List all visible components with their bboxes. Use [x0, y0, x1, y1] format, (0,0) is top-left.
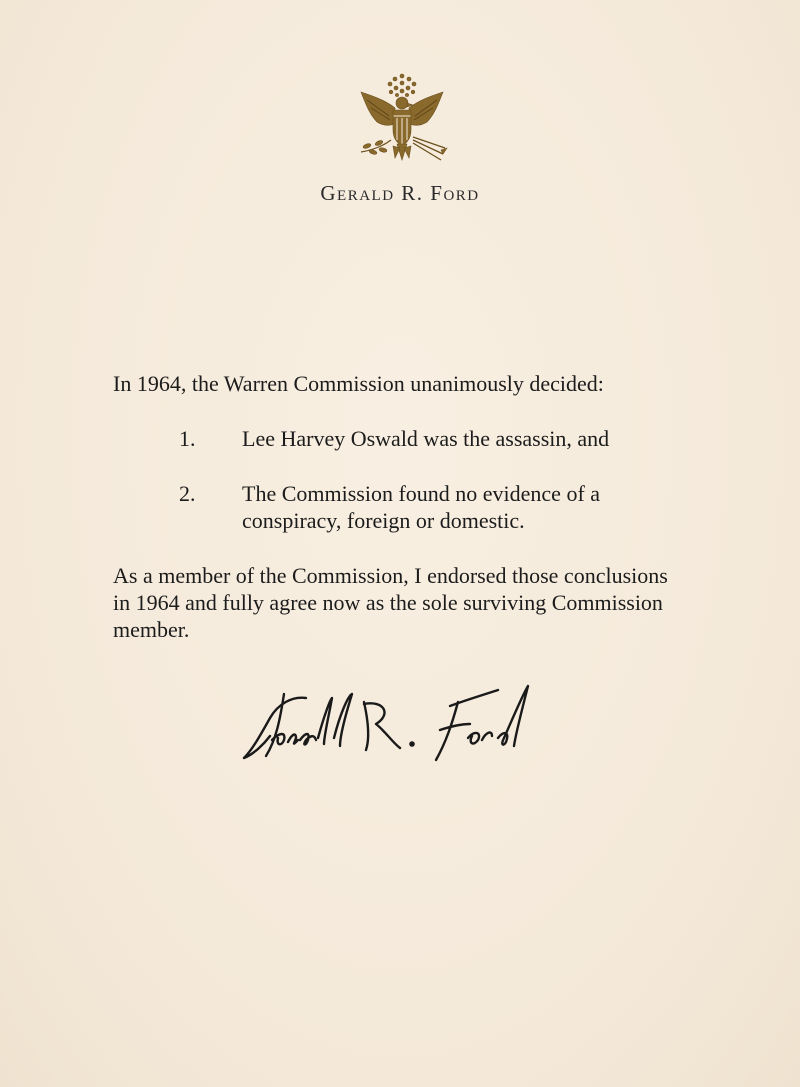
- list-item: [0, 425, 800, 455]
- letterhead-name: Gerald R. Ford: [320, 181, 480, 205]
- closing-paragraph: As a member of the Commission, I endorsed those conclusions in 1964 and fully agree now as the sole surviving Commission member.: [113, 563, 668, 642]
- signature-image: [236, 680, 536, 780]
- list-item-text: The Commission found no evidence of a conspiracy, foreign or domestic.: [242, 481, 601, 533]
- stars-cluster: [388, 74, 416, 97]
- list-item-number: 1.: [179, 426, 196, 451]
- list-item-text: Lee Harvey Oswald was the assassin, and: [242, 426, 610, 451]
- list-item: [0, 480, 800, 540]
- list-item-number: 2.: [179, 481, 196, 506]
- eagle-seal-icon: [355, 70, 449, 168]
- intro-paragraph: In 1964, the Warren Commission unanimously decided:: [113, 371, 604, 396]
